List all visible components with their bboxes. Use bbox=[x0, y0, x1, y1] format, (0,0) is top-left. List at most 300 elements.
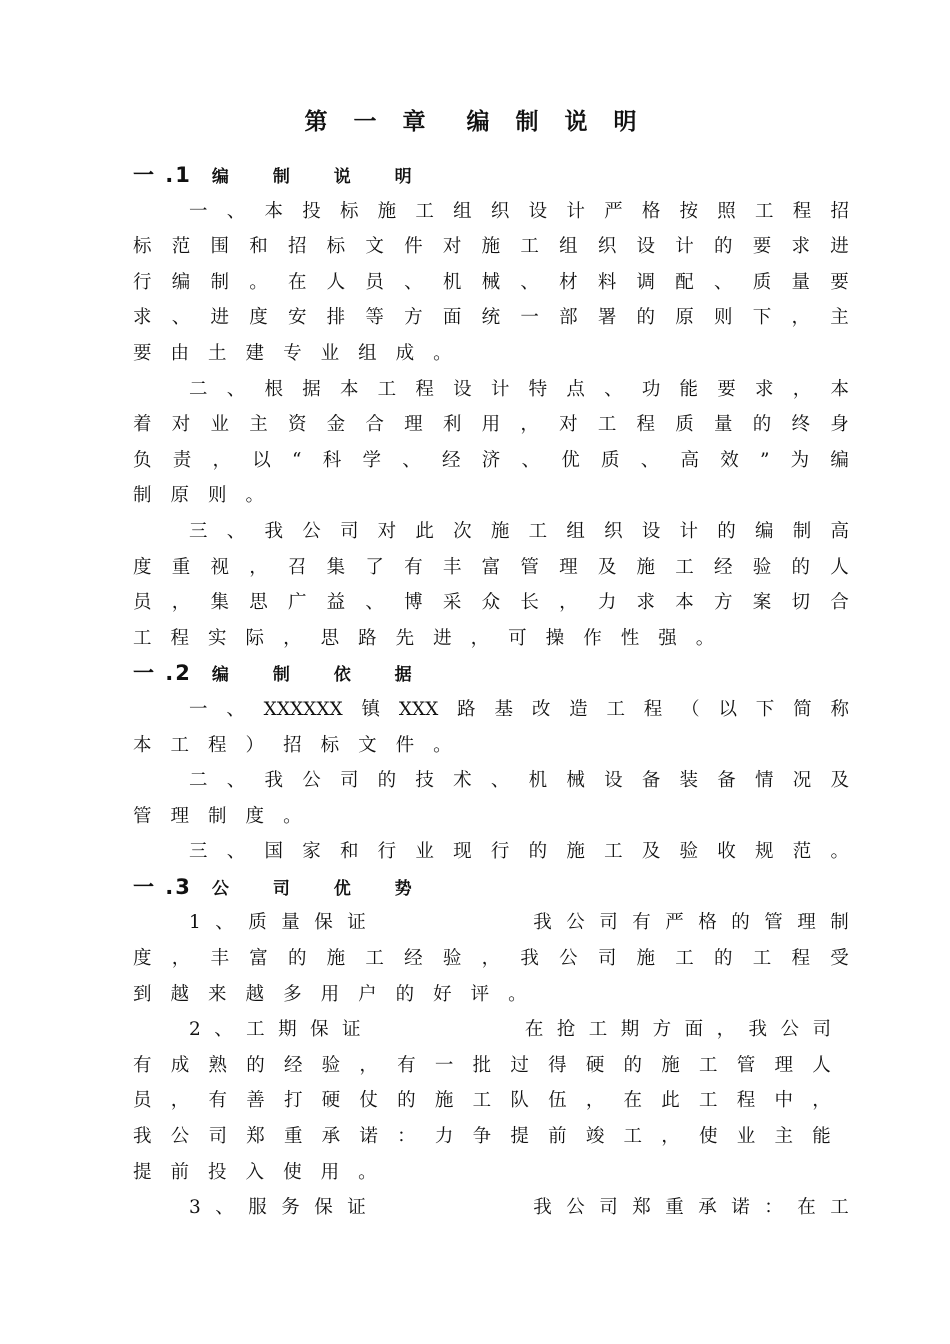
text-glyph: 公 bbox=[302, 520, 321, 542]
text-glyph: 、 bbox=[604, 378, 623, 400]
text-glyph: 队 bbox=[510, 1090, 529, 1112]
text-glyph: 的 bbox=[623, 1054, 643, 1076]
text-glyph: 造 bbox=[569, 698, 588, 720]
text-glyph: 理 bbox=[170, 805, 190, 827]
text-glyph: 司 bbox=[339, 770, 359, 792]
text-glyph: 方 bbox=[714, 592, 733, 614]
text-glyph: 召 bbox=[287, 556, 307, 578]
text-glyph: 、 bbox=[226, 378, 246, 400]
text-glyph: 我 bbox=[533, 1197, 552, 1219]
text-glyph: 以 bbox=[718, 698, 737, 720]
text-glyph: 称 bbox=[830, 698, 849, 720]
text-glyph: 求 bbox=[755, 378, 774, 400]
text-glyph: 组 bbox=[453, 200, 472, 222]
text-glyph: 机 bbox=[528, 770, 548, 792]
text-glyph: 工 bbox=[675, 556, 694, 578]
text-glyph: ， bbox=[249, 556, 268, 578]
text-glyph: 设 bbox=[453, 378, 472, 400]
text-glyph: 专 bbox=[283, 342, 302, 364]
text-glyph: 使 bbox=[699, 1126, 718, 1148]
text-glyph: 况 bbox=[792, 770, 812, 792]
text-glyph: 高 bbox=[830, 520, 849, 542]
text-glyph: 际 bbox=[245, 627, 265, 649]
text-glyph: 在 bbox=[623, 1090, 643, 1112]
text-glyph: 量 bbox=[714, 414, 733, 436]
text-glyph: 程 bbox=[792, 200, 812, 222]
text-glyph: 主 bbox=[830, 307, 849, 329]
section-title: 公 司 优 势 bbox=[211, 878, 431, 899]
text-glyph: 行 bbox=[133, 271, 152, 293]
text-glyph: 保 bbox=[310, 1019, 329, 1041]
text-glyph: 根 bbox=[264, 378, 283, 400]
text-glyph: 员 bbox=[133, 1090, 152, 1112]
text-glyph: 工 bbox=[528, 520, 548, 542]
text-glyph: 本 bbox=[339, 378, 359, 400]
text-glyph: 程 bbox=[636, 414, 656, 436]
paragraph-line bbox=[133, 265, 849, 301]
text-glyph: 度 bbox=[249, 307, 268, 329]
text-glyph: 。 bbox=[245, 485, 265, 507]
text-glyph: 户 bbox=[358, 983, 377, 1005]
text-glyph: 操 bbox=[545, 627, 565, 649]
text-glyph: 、 bbox=[402, 449, 421, 471]
text-glyph: 施 bbox=[636, 556, 656, 578]
text-glyph: 、 bbox=[215, 912, 234, 934]
text-glyph: 理 bbox=[559, 556, 578, 578]
text-glyph: 经 bbox=[404, 948, 423, 970]
text-glyph: 有 bbox=[208, 1090, 227, 1112]
text-glyph: 员 bbox=[365, 271, 384, 293]
paragraph-line bbox=[133, 585, 849, 621]
text-glyph: 集 bbox=[210, 592, 229, 614]
text-glyph: 、 bbox=[226, 520, 246, 542]
paragraph-line bbox=[133, 1048, 849, 1084]
text-glyph: 统 bbox=[481, 307, 501, 329]
text-glyph: 司 bbox=[208, 1126, 227, 1148]
text-glyph: 量 bbox=[281, 912, 300, 934]
text-glyph: 富 bbox=[481, 556, 501, 578]
text-glyph: ， bbox=[716, 1019, 736, 1041]
text-glyph: 投 bbox=[208, 1161, 227, 1183]
text-glyph: 成 bbox=[170, 1054, 190, 1076]
text-glyph: 在 bbox=[524, 1019, 544, 1041]
text-glyph: 工 bbox=[170, 734, 190, 756]
paragraph-line bbox=[133, 1012, 849, 1048]
text-glyph: 有 bbox=[632, 912, 651, 934]
text-glyph: 、 bbox=[404, 271, 423, 293]
text-glyph: 、 bbox=[226, 200, 246, 222]
text-glyph: 情 bbox=[755, 770, 774, 792]
text-glyph: 效 bbox=[720, 449, 739, 471]
text-glyph: 文 bbox=[358, 734, 377, 756]
text-glyph: 在 bbox=[797, 1197, 816, 1219]
text-glyph: 抢 bbox=[556, 1019, 576, 1041]
text-glyph: 质 bbox=[248, 912, 267, 934]
text-glyph: 管 bbox=[764, 912, 783, 934]
text-glyph: ， bbox=[585, 1090, 605, 1112]
text-glyph: 保 bbox=[314, 1197, 333, 1219]
text-glyph: 越 bbox=[245, 983, 265, 1005]
text-glyph: 建 bbox=[245, 342, 265, 364]
text-glyph: 、 bbox=[640, 449, 660, 471]
text-glyph: 、 bbox=[521, 449, 540, 471]
text-glyph: 管 bbox=[133, 805, 152, 827]
text-glyph: 合 bbox=[365, 414, 384, 436]
section-number: 一 .2 bbox=[133, 661, 192, 686]
text-glyph: 高 bbox=[680, 449, 699, 471]
text-glyph: 文 bbox=[365, 236, 384, 258]
text-glyph: 人 bbox=[326, 271, 346, 293]
text-glyph: 施 bbox=[326, 948, 346, 970]
text-glyph: 郑 bbox=[246, 1126, 265, 1148]
paragraph-line bbox=[133, 1190, 849, 1226]
text-glyph: 。 bbox=[283, 805, 302, 827]
text-glyph: 、 bbox=[214, 1019, 233, 1041]
paragraph-line bbox=[133, 1119, 849, 1155]
text-glyph: 、 bbox=[226, 698, 245, 720]
text-glyph: 此 bbox=[661, 1090, 680, 1112]
text-glyph: 的 bbox=[246, 1054, 265, 1076]
text-glyph: ， bbox=[481, 948, 501, 970]
text-glyph: 、 bbox=[226, 841, 246, 863]
text-glyph: 管 bbox=[736, 1054, 756, 1076]
paragraph-line bbox=[133, 478, 849, 514]
text-glyph: ： bbox=[764, 1197, 783, 1219]
text-glyph: ， bbox=[470, 627, 490, 649]
text-glyph: 能 bbox=[679, 378, 699, 400]
text-glyph: 终 bbox=[791, 414, 810, 436]
text-glyph: 负 bbox=[133, 449, 152, 471]
text-glyph: 施 bbox=[661, 1054, 680, 1076]
text-glyph: 施 bbox=[566, 841, 585, 863]
text-glyph: 。 bbox=[433, 342, 452, 364]
text-glyph: 一 bbox=[520, 307, 539, 329]
text-glyph: 业 bbox=[736, 1126, 756, 1148]
text-glyph: 公 bbox=[566, 1197, 585, 1219]
text-glyph: 技 bbox=[415, 770, 434, 792]
text-glyph: 使 bbox=[283, 1161, 302, 1183]
text-glyph: 编 bbox=[755, 520, 774, 542]
text-glyph: 用 bbox=[320, 1161, 340, 1183]
text-glyph: 优 bbox=[561, 449, 580, 471]
chapter-title: 第 一 章 编 制 说 明 bbox=[304, 109, 646, 135]
text-glyph: 合 bbox=[830, 592, 849, 614]
text-glyph: 益 bbox=[326, 592, 346, 614]
text-glyph: 、 bbox=[215, 1197, 234, 1219]
text-glyph: 的 bbox=[714, 948, 733, 970]
text-glyph: 原 bbox=[675, 307, 694, 329]
text-glyph: 工 bbox=[675, 948, 694, 970]
text-glyph: 善 bbox=[246, 1090, 265, 1112]
text-glyph: 组 bbox=[566, 520, 585, 542]
text-glyph: 围 bbox=[210, 236, 229, 258]
text-glyph: 工 bbox=[246, 1019, 265, 1041]
text-glyph: 理 bbox=[404, 414, 423, 436]
section-heading bbox=[133, 656, 849, 692]
text-glyph: 要 bbox=[133, 342, 152, 364]
paragraph-line bbox=[133, 407, 849, 443]
text-glyph: 求 bbox=[791, 236, 810, 258]
text-glyph: 求 bbox=[636, 592, 656, 614]
text-glyph: 程 bbox=[736, 1090, 756, 1112]
text-glyph: 受 bbox=[830, 948, 849, 970]
text-glyph: 员 bbox=[133, 592, 152, 614]
text-glyph: 件 bbox=[395, 734, 415, 756]
text-glyph: 下 bbox=[752, 307, 772, 329]
text-glyph: 我 bbox=[748, 1019, 768, 1041]
text-glyph: 工 bbox=[699, 1054, 718, 1076]
text-glyph: 设 bbox=[604, 770, 623, 792]
text-glyph: 长 bbox=[520, 592, 539, 614]
text-glyph: 评 bbox=[470, 983, 490, 1005]
text-glyph: 对 bbox=[442, 236, 462, 258]
text-glyph: 1 bbox=[189, 912, 201, 934]
text-glyph: 验 bbox=[321, 1054, 341, 1076]
text-glyph: 二 bbox=[189, 770, 208, 792]
text-glyph: 招 bbox=[283, 734, 302, 756]
text-glyph: 及 bbox=[597, 556, 617, 578]
text-glyph: 广 bbox=[287, 592, 307, 614]
text-glyph: 原 bbox=[170, 485, 190, 507]
text-glyph: 视 bbox=[210, 556, 229, 578]
text-glyph: 严 bbox=[604, 200, 623, 222]
text-glyph: 格 bbox=[641, 200, 661, 222]
text-glyph: 机 bbox=[442, 271, 462, 293]
text-glyph: 的 bbox=[752, 414, 772, 436]
text-glyph: 人 bbox=[812, 1054, 831, 1076]
text-glyph: 验 bbox=[679, 841, 699, 863]
text-glyph: 要 bbox=[717, 378, 736, 400]
text-glyph: ， bbox=[520, 414, 539, 436]
text-glyph: 仗 bbox=[359, 1090, 378, 1112]
text-glyph: 进 bbox=[830, 236, 849, 258]
text-glyph: 管 bbox=[520, 556, 539, 578]
paragraph-line bbox=[133, 443, 849, 479]
text-glyph: 件 bbox=[404, 236, 423, 258]
text-glyph: 次 bbox=[453, 520, 472, 542]
text-glyph: 方 bbox=[404, 307, 423, 329]
text-glyph: 打 bbox=[283, 1090, 303, 1112]
text-glyph: 和 bbox=[249, 236, 268, 258]
text-glyph: 一 bbox=[189, 200, 208, 222]
text-glyph: 本 bbox=[264, 200, 283, 222]
text-glyph: 工 bbox=[830, 1197, 849, 1219]
text-glyph: 成 bbox=[395, 342, 415, 364]
text-glyph: 、 bbox=[490, 770, 510, 792]
section-heading bbox=[133, 870, 849, 906]
text-glyph: 家 bbox=[302, 841, 321, 863]
text-glyph: ， bbox=[171, 948, 191, 970]
text-glyph: 。 bbox=[508, 983, 527, 1005]
text-glyph: 工 bbox=[623, 1126, 643, 1148]
text-glyph: 。 bbox=[433, 734, 452, 756]
text-glyph: 责 bbox=[172, 449, 192, 471]
text-glyph: 工 bbox=[752, 948, 772, 970]
text-glyph: 、 bbox=[520, 271, 539, 293]
text-glyph: 质 bbox=[600, 449, 620, 471]
text-glyph: 招 bbox=[830, 200, 849, 222]
text-glyph: 调 bbox=[636, 271, 656, 293]
text-glyph: 的 bbox=[717, 520, 736, 542]
text-glyph: 术 bbox=[453, 770, 472, 792]
text-glyph: 标 bbox=[320, 734, 340, 756]
text-glyph: 中 bbox=[774, 1090, 793, 1112]
paragraph-line bbox=[133, 941, 849, 977]
text-glyph: ， bbox=[359, 1054, 378, 1076]
text-glyph: 保 bbox=[314, 912, 333, 934]
text-glyph: 承 bbox=[698, 1197, 717, 1219]
text-glyph: ， bbox=[812, 1090, 831, 1112]
text-glyph: 特 bbox=[528, 378, 548, 400]
text-glyph: 。 bbox=[830, 841, 849, 863]
text-glyph: 过 bbox=[510, 1054, 529, 1076]
text-glyph: 身 bbox=[830, 414, 849, 436]
paragraph-line bbox=[133, 300, 849, 336]
text-glyph: 提 bbox=[133, 1161, 152, 1183]
text-glyph: 计 bbox=[490, 378, 510, 400]
text-glyph: 规 bbox=[755, 841, 774, 863]
text-glyph: 主 bbox=[774, 1126, 793, 1148]
text-glyph: 制 bbox=[792, 520, 812, 542]
text-glyph: 的 bbox=[397, 1090, 416, 1112]
text-glyph: ， bbox=[170, 1090, 190, 1112]
text-glyph: 计 bbox=[679, 520, 699, 542]
text-glyph: 程 bbox=[415, 378, 434, 400]
text-glyph: 采 bbox=[442, 592, 462, 614]
text-glyph: 制 bbox=[830, 912, 849, 934]
text-glyph: 诺 bbox=[731, 1197, 750, 1219]
text-glyph: 范 bbox=[792, 841, 812, 863]
text-glyph: 我 bbox=[520, 948, 539, 970]
text-glyph: 工 bbox=[133, 627, 152, 649]
text-glyph: 的 bbox=[377, 770, 397, 792]
text-glyph: 要 bbox=[752, 236, 772, 258]
text-glyph: 先 bbox=[395, 627, 415, 649]
text-glyph: 计 bbox=[566, 200, 585, 222]
text-glyph: 织 bbox=[490, 200, 510, 222]
text-glyph: 标 bbox=[326, 236, 346, 258]
text-glyph: 行 bbox=[377, 841, 397, 863]
text-glyph: 竣 bbox=[585, 1126, 605, 1148]
text-glyph: ， bbox=[283, 627, 302, 649]
text-glyph: 证 bbox=[342, 1019, 361, 1041]
paragraph-line bbox=[133, 621, 849, 657]
text-glyph: 务 bbox=[281, 1197, 300, 1219]
text-glyph: 郑 bbox=[632, 1197, 651, 1219]
text-glyph: 则 bbox=[208, 485, 227, 507]
text-glyph: 业 bbox=[210, 414, 229, 436]
text-glyph: 多 bbox=[283, 983, 302, 1005]
paragraph-line bbox=[133, 372, 849, 408]
text-glyph: 求 bbox=[133, 307, 152, 329]
text-glyph: 公 bbox=[566, 912, 585, 934]
text-glyph: 证 bbox=[347, 1197, 366, 1219]
paragraph-line bbox=[133, 550, 849, 586]
text-glyph: 排 bbox=[326, 307, 346, 329]
text-glyph: 好 bbox=[433, 983, 452, 1005]
text-glyph: 及 bbox=[830, 770, 849, 792]
text-glyph: 严 bbox=[665, 912, 684, 934]
text-glyph: 的 bbox=[731, 912, 750, 934]
text-glyph: 博 bbox=[404, 592, 423, 614]
section-title: 编 制 说 明 bbox=[211, 167, 431, 187]
text-glyph: 学 bbox=[362, 449, 381, 471]
text-glyph: 改 bbox=[531, 698, 551, 720]
text-glyph: 施 bbox=[377, 200, 397, 222]
text-glyph: 工 bbox=[377, 378, 397, 400]
text-glyph: 现 bbox=[453, 841, 472, 863]
paragraph-line bbox=[133, 336, 849, 372]
text-glyph: 和 bbox=[339, 841, 359, 863]
text-glyph: 对 bbox=[171, 414, 191, 436]
text-glyph: 硬 bbox=[585, 1054, 605, 1076]
text-glyph: 收 bbox=[717, 841, 736, 863]
paragraph-line bbox=[133, 977, 849, 1013]
text-glyph: 下 bbox=[755, 698, 775, 720]
text-glyph: ： bbox=[397, 1126, 416, 1148]
text-glyph: 制 bbox=[210, 271, 229, 293]
text-glyph: 有 bbox=[133, 1054, 152, 1076]
text-glyph: 土 bbox=[208, 342, 227, 364]
text-glyph: 为 bbox=[790, 449, 810, 471]
text-glyph: 3 bbox=[189, 1197, 201, 1219]
text-glyph: 要 bbox=[830, 271, 849, 293]
text-glyph: 公 bbox=[780, 1019, 799, 1041]
text-glyph: 公 bbox=[302, 770, 321, 792]
text-glyph: 装 bbox=[679, 770, 699, 792]
text-glyph: 备 bbox=[717, 770, 736, 792]
text-glyph: 制 bbox=[133, 485, 152, 507]
text-glyph: 伍 bbox=[548, 1090, 567, 1112]
text-glyph: 照 bbox=[717, 200, 736, 222]
text-glyph: 行 bbox=[490, 841, 510, 863]
text-glyph: 性 bbox=[620, 627, 640, 649]
text-glyph: 主 bbox=[249, 414, 268, 436]
text-glyph: 进 bbox=[433, 627, 452, 649]
text-glyph: 了 bbox=[365, 556, 384, 578]
text-glyph: 工 bbox=[520, 236, 539, 258]
text-glyph: 、 bbox=[226, 770, 246, 792]
text-glyph: 重 bbox=[665, 1197, 684, 1219]
text-glyph: 材 bbox=[559, 271, 578, 293]
document-body bbox=[133, 158, 849, 1226]
text-glyph: 得 bbox=[548, 1054, 567, 1076]
text-glyph: 织 bbox=[604, 520, 623, 542]
text-glyph: 的 bbox=[636, 307, 656, 329]
text-glyph: 批 bbox=[472, 1054, 492, 1076]
text-glyph: 对 bbox=[559, 414, 578, 436]
text-glyph: 工 bbox=[755, 200, 774, 222]
text-glyph: ） bbox=[245, 734, 265, 756]
text-glyph: 由 bbox=[170, 342, 190, 364]
text-glyph: 众 bbox=[481, 592, 501, 614]
text-glyph: 的 bbox=[395, 983, 415, 1005]
text-glyph: 重 bbox=[171, 556, 191, 578]
text-glyph: 织 bbox=[597, 236, 617, 258]
text-glyph: 招 bbox=[287, 236, 307, 258]
text-glyph: 点 bbox=[566, 378, 585, 400]
text-glyph: 司 bbox=[339, 520, 359, 542]
text-glyph: 三 bbox=[189, 520, 208, 542]
text-glyph: 、 bbox=[714, 271, 733, 293]
text-glyph: 料 bbox=[597, 271, 617, 293]
text-glyph: 施 bbox=[481, 236, 501, 258]
paragraph-line bbox=[133, 1155, 849, 1191]
text-glyph: 2 bbox=[189, 1019, 201, 1041]
text-glyph: 工 bbox=[597, 414, 617, 436]
text-glyph: 用 bbox=[320, 983, 340, 1005]
text-glyph: 。 bbox=[249, 271, 268, 293]
